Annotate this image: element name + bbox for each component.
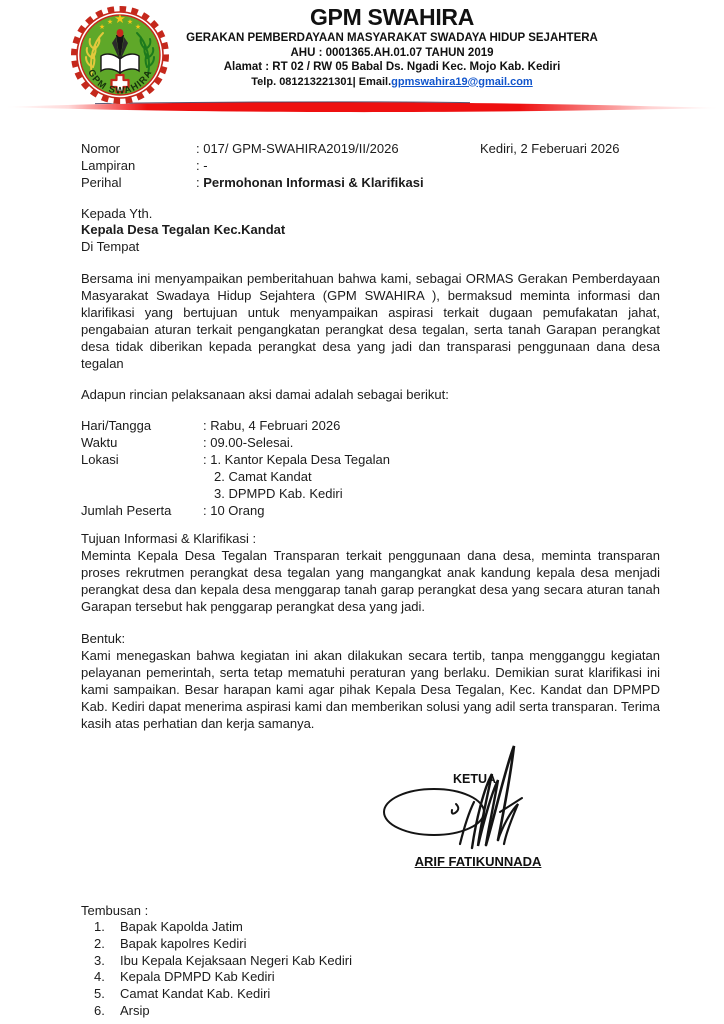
detail-value: : 09.00-Selesai. xyxy=(203,435,294,450)
city-date: Kediri, 2 Feberuari 2026 xyxy=(480,140,620,156)
detail-label: Lokasi xyxy=(81,452,119,467)
tembusan-item xyxy=(81,953,660,970)
logo-curved-text: GPM SWAHIRA xyxy=(85,67,155,97)
tembusan-heading: Tembusan : xyxy=(81,903,149,918)
detail-row-time xyxy=(81,434,660,451)
letterhead xyxy=(0,0,724,119)
detail-value: : 10 Orang xyxy=(203,503,265,518)
bentuk-paragraph: Kami menegaskan bahwa kegiatan ini akan dilakukan secara tertib, tanpa mengganggu kegiatan pelayanan pemerintah, serta tetap mematuhi peraturan yang berlaku. Demikian surat klarifikasi ini kami sampaikan. Besar harapan kami agar pihak Kepala Desa Tegalan, Kec. Kandat dan DPMPD Kab. Kediri dapat menerima aspirasi kami dan memberikan solusi yang adil serta transparan. Terima kasih atas perhatian dan kerja samanya. xyxy=(81,648,660,731)
perihal-colon: : xyxy=(196,174,204,190)
addressee-block xyxy=(81,206,660,256)
nomor-label: Nomor xyxy=(81,140,121,156)
tembusan-text: Ibu Kepala Kejaksaan Negeri Kab Kediri xyxy=(120,952,352,968)
lampiran-label: Lampiran xyxy=(81,157,136,173)
detail-label: Waktu xyxy=(81,435,118,450)
perihal-value: Permohonan Informasi & Klarifikasi xyxy=(203,174,424,190)
detail-row-participants xyxy=(81,502,660,519)
gpm-swahira-logo-icon xyxy=(62,3,178,107)
detail-label: Hari/Tangga xyxy=(81,418,152,433)
detail-location-2: 2. Camat Kandat xyxy=(214,469,312,484)
org-registration: AHU : 0001365.AH.01.07 TAHUN 2019 xyxy=(290,46,494,59)
signature-area xyxy=(0,732,724,890)
tembusan-item xyxy=(81,919,660,936)
tembusan-text: Arsip xyxy=(120,1002,150,1018)
tembusan-item xyxy=(81,969,660,986)
tembusan-block xyxy=(0,902,724,1020)
lampiran-value: : - xyxy=(196,157,208,173)
meta-row-lampiran xyxy=(81,157,660,174)
org-full-name: GERAKAN PEMBERDAYAAN MASYARAKAT SWADAYA HIDUP SEJAHTERA xyxy=(186,32,598,44)
addressee-place: Di Tempat xyxy=(81,238,140,254)
addressee-salutation: Kepada Yth. xyxy=(81,205,153,221)
organization-logo xyxy=(62,3,178,107)
tembusan-number: 6. xyxy=(94,1002,105,1018)
svg-text:★: ★ xyxy=(134,23,142,31)
detail-row-day xyxy=(81,417,660,434)
letter-meta xyxy=(81,140,660,191)
meta-row-nomor xyxy=(81,140,660,157)
tujuan-section xyxy=(81,530,660,615)
event-details xyxy=(81,417,660,519)
nomor-value: : 017/ GPM-SWAHIRA2019/II/2026 xyxy=(196,140,399,156)
svg-text:★: ★ xyxy=(98,23,106,31)
svg-text:★: ★ xyxy=(106,18,114,26)
svg-text:★: ★ xyxy=(126,18,134,26)
org-name: GPM SWAHIRA xyxy=(309,4,475,30)
bentuk-heading: Bentuk: xyxy=(81,631,126,646)
tembusan-number: 3. xyxy=(94,952,105,968)
tembusan-number: 2. xyxy=(94,935,105,951)
detail-label: Jumlah Peserta xyxy=(81,503,172,518)
tembusan-item xyxy=(81,1003,660,1020)
org-phone: Telp. 081213221301| Email. xyxy=(251,75,392,88)
detail-row-location xyxy=(81,451,660,468)
signatory-name: ARIF FATIKUNNADA xyxy=(414,854,542,869)
tembusan-text: Kepala DPMPD Kab Kediri xyxy=(120,969,275,985)
org-address: Alamat : RT 02 / RW 05 Babal Ds. Ngadi Kec. Mojo Kab. Kediri xyxy=(223,61,561,73)
signature-scribble-icon xyxy=(372,740,572,855)
tembusan-item xyxy=(81,986,660,1003)
details-intro: Adapun rincian pelaksanaan aksi damai adalah sebagai berikut: xyxy=(81,387,449,402)
org-email-link[interactable]: gpmswahira19@gmail.com xyxy=(391,75,533,88)
tembusan-number: 4. xyxy=(94,969,105,985)
tujuan-paragraph: Meminta Kepala Desa Tegalan Transparan terkait penggunaan dana desa, meminta transparan proses rekrutmen perangkat desa tegalan yang mangangkat anak kandung kepala desa menjadi perangkat desa dan kepala desa menggarap tanah garap perangkat desa yang secara aturan tanah Garapan tersebut hak penggarap perangkat desa yang jadi. xyxy=(81,548,660,614)
meta-row-perihal xyxy=(81,174,660,191)
perihal-label: Perihal xyxy=(81,174,122,190)
addressee-name: Kepala Desa Tegalan Kec.Kandat xyxy=(81,222,286,237)
tembusan-text: Bapak Kapolda Jatim xyxy=(120,919,243,934)
tujuan-heading: Tujuan Informasi & Klarifikasi : xyxy=(81,531,257,546)
opening-paragraph: Bersama ini menyampaikan pemberitahuan bahwa kami, sebagai ORMAS Gerakan Pemberdayaan Masyarakat Swadaya Hidup Sejahtera (GPM SWAHIRA ), bermaksud meminta informasi dan klarifikasi yang bertujuan untuk menyampaikan aspirasi terkait dugaan pemufakatan jahat, pengabaian aturan terkait pengangkatan perangkat desa tegalan, serta tanah Garapan perangkat desa tidak diberikan kepada perangkat desa yang jadi dan transparasi penggunaan dana desa tegalan xyxy=(81,271,660,371)
tembusan-number: 5. xyxy=(94,986,105,1002)
tembusan-number: 1. xyxy=(94,919,105,934)
svg-text:★: ★ xyxy=(114,12,126,27)
bentuk-section xyxy=(81,630,660,732)
detail-value: : 1. Kantor Kepala Desa Tegalan xyxy=(203,452,390,467)
tembusan-item xyxy=(81,936,660,953)
tembusan-text: Bapak kapolres Kediri xyxy=(120,935,247,951)
detail-value: : Rabu, 4 Februari 2026 xyxy=(203,418,341,433)
letter-content xyxy=(0,140,724,733)
tembusan-text: Camat Kandat Kab. Kediri xyxy=(120,986,271,1002)
signatory-title: KETUA xyxy=(453,772,497,786)
detail-location-3: 3. DPMPD Kab. Kediri xyxy=(214,486,343,501)
